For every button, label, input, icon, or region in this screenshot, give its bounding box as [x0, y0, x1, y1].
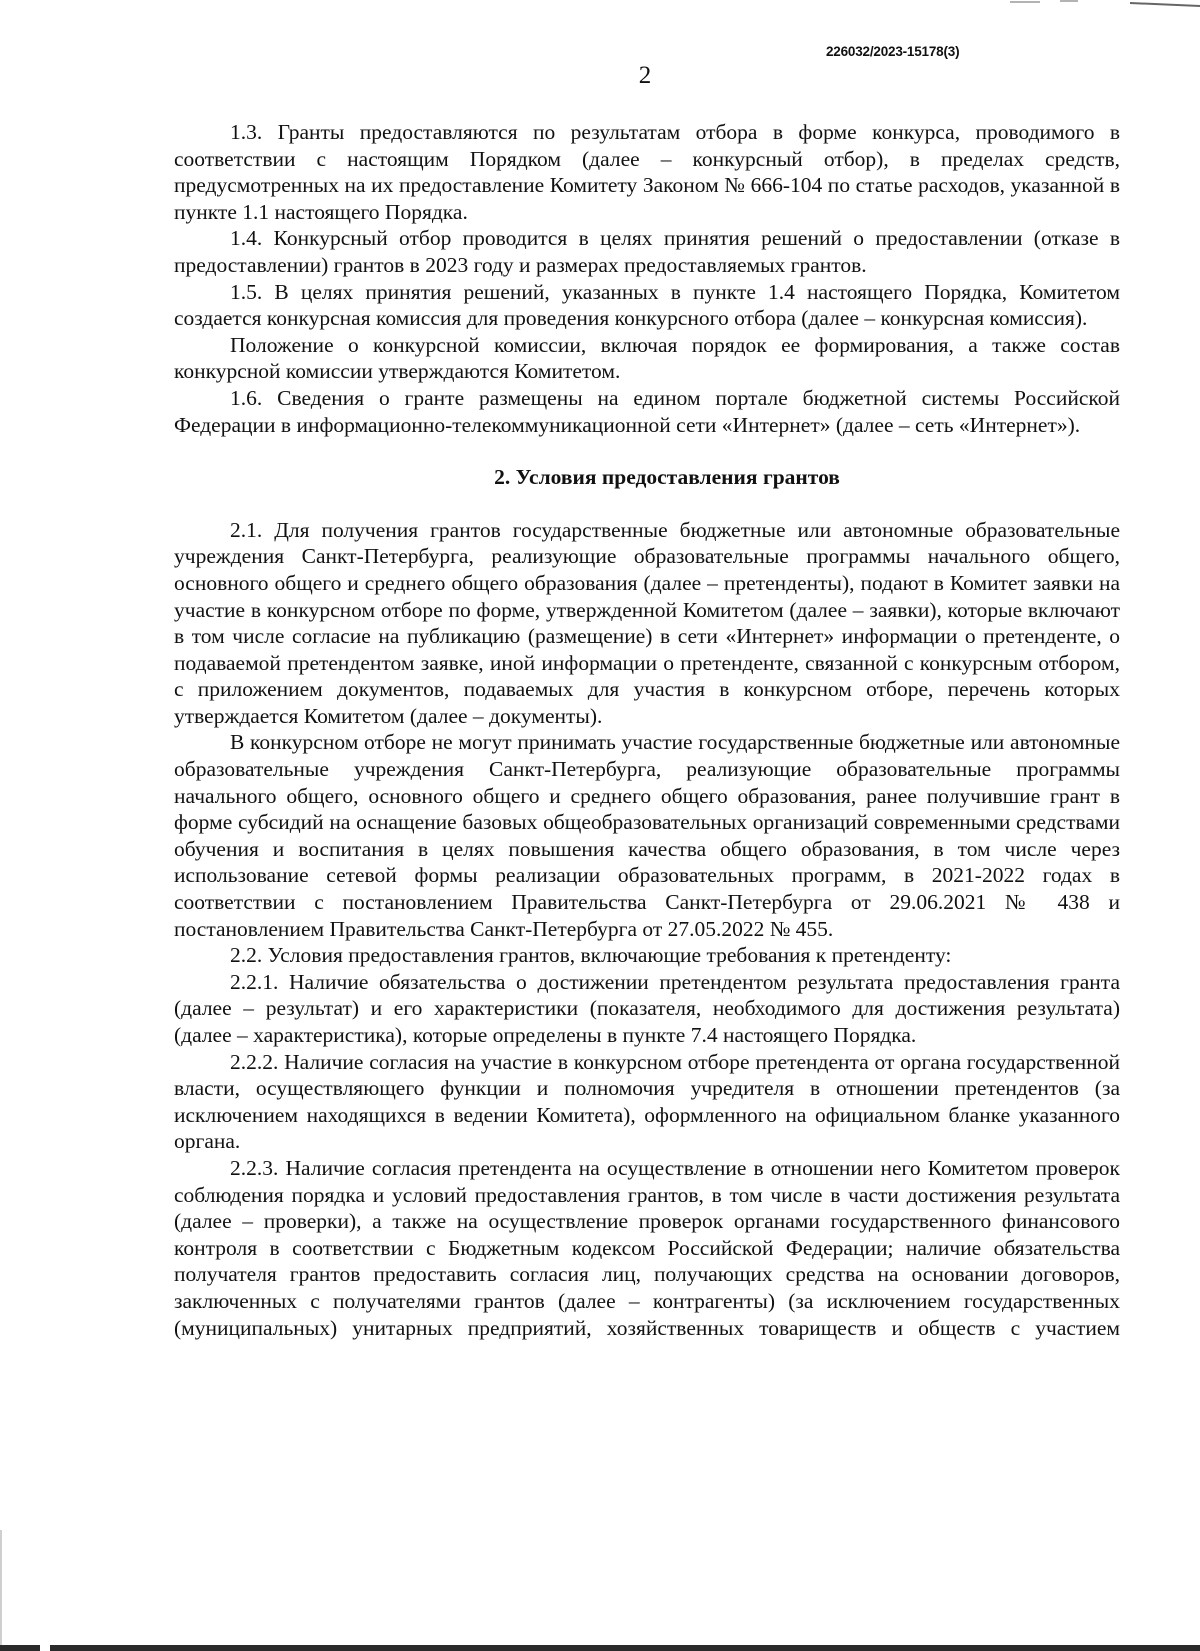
document-body — [174, 119, 1120, 1341]
paragraph-2-1: 2.1. Для получения грантов государственные бюджетные или автономные образовательные учреждения Санкт-Петербурга, реализующие образовательные программы начального общего, основного общего и среднего общего образования (далее – претенденты), подают в Комитет заявки на участие в конкурсном отборе по форме, утвержденной Комитетом (далее – заявки), которые включают в том числе согласие на публикацию (размещение) в сети «Интернет» информации о претенденте, о подаваемой претендентом заявке, иной информации о претенденте, связанной с конкурсным отбором, с приложением документов, подаваемых для участия в конкурсном отборе, перечень которых утверждается Комитетом (далее – документы). — [174, 517, 1120, 728]
paragraph-2-1-exclusion: В конкурсном отборе не могут принимать участие государственные бюджетные или автономные образовательные учреждения Санкт-Петербурга, реализующие образовательные программы начального общего, основного общего и среднего общего образования, ранее получившие грант в форме субсидий на оснащение базовых общеобразовательных организаций современными средствами обучения и воспитания в целях повышения качества общего образования, в том числе через использование сетевой формы реализации образовательных программ, в 2021-2022 годах в соответствии с постановлением Правительства Санкт-Петербурга от 29.06.2021 № 438 и постановлением Правительства Санкт-Петербурга от 27.05.2022 № 455. — [174, 730, 1120, 941]
paragraph-2-2-3: 2.2.3. Наличие согласия претендента на осуществление в отношении него Комитетом проверок соблюдения порядка и условий предоставления грантов, в том числе в части достижения результата (далее – проверки), а также на осуществление проверок органами государственного финансового контроля в соответствии с Бюджетным кодексом Российской Федерации; наличие обязательства получателя грантов предоставить согласия лиц, получающих средства на основании договоров, заключенных с получателями грантов (далее – контрагенты) (за исключением государственных (муниципальных) унитарных предприятий, хозяйственных товариществ и обществ с участием — [174, 1155, 1120, 1340]
scan-artifact-left-edge — [0, 1530, 2, 1651]
paragraph-2-2-1: 2.2.1. Наличие обязательства о достижении претендентом результата предоставления гранта (далее – результат) и его характеристики (показателя, необходимого для достижения результата) (далее – характеристика), которые определены в пункте 7.4 настоящего Порядка. — [174, 969, 1120, 1047]
paragraph-1-6: 1.6. Сведения о гранте размещены на едином портале бюджетной системы Российской Федерации в информационно-телекоммуникационной сети «Интернет» (далее – сеть «Интернет»). — [174, 385, 1120, 437]
document-registration-number: 226032/2023-15178(3) — [826, 44, 960, 59]
paragraph-2-2: 2.2. Условия предоставления грантов, включающие требования к претенденту: — [230, 943, 952, 968]
page-number: 2 — [638, 62, 652, 89]
paragraph-1-4: 1.4. Конкурсный отбор проводится в целях принятия решений о предоставлении (отказе в предоставлении) грантов в 2023 году и размерах предоставляемых грантов. — [174, 226, 1120, 277]
scan-artifact-top — [1000, 0, 1200, 10]
paragraph-commission-regulation: Положение о конкурсной комиссии, включая порядок ее формирования, а также состав конкурсной комиссии утверждаются Комитетом. — [174, 332, 1120, 384]
paragraph-2-2-2: 2.2.2. Наличие согласия на участие в конкурсном отборе претендента от органа государственной власти, осуществляющего функции и полномочия учредителя в отношении претендентов (за исключением находящихся в ведении Комитета), оформленного на официальном бланке указанного органа. — [174, 1049, 1120, 1154]
scan-artifact-bottom-gap — [40, 1645, 50, 1651]
paragraph-1-3: 1.3. Гранты предоставляются по результатам отбора в форме конкурса, проводимого в соответствии с настоящим Порядком (далее – конкурсный отбор), в пределах средств, предусмотренных на их предоставление Комитету Законом № 666-104 по статье расходов, указанной в пункте 1.1 настоящего Порядка. — [174, 120, 1120, 224]
section-2-title: 2. Условия предоставления грантов — [494, 465, 840, 490]
paragraph-1-5: 1.5. В целях принятия решений, указанных в пункте 1.4 настоящего Порядка, Комитетом создается конкурсная комиссия для проведения конкурсного отбора (далее – конкурсная комиссия). — [174, 279, 1120, 331]
scan-artifact-bottom-edge — [0, 1645, 1200, 1651]
